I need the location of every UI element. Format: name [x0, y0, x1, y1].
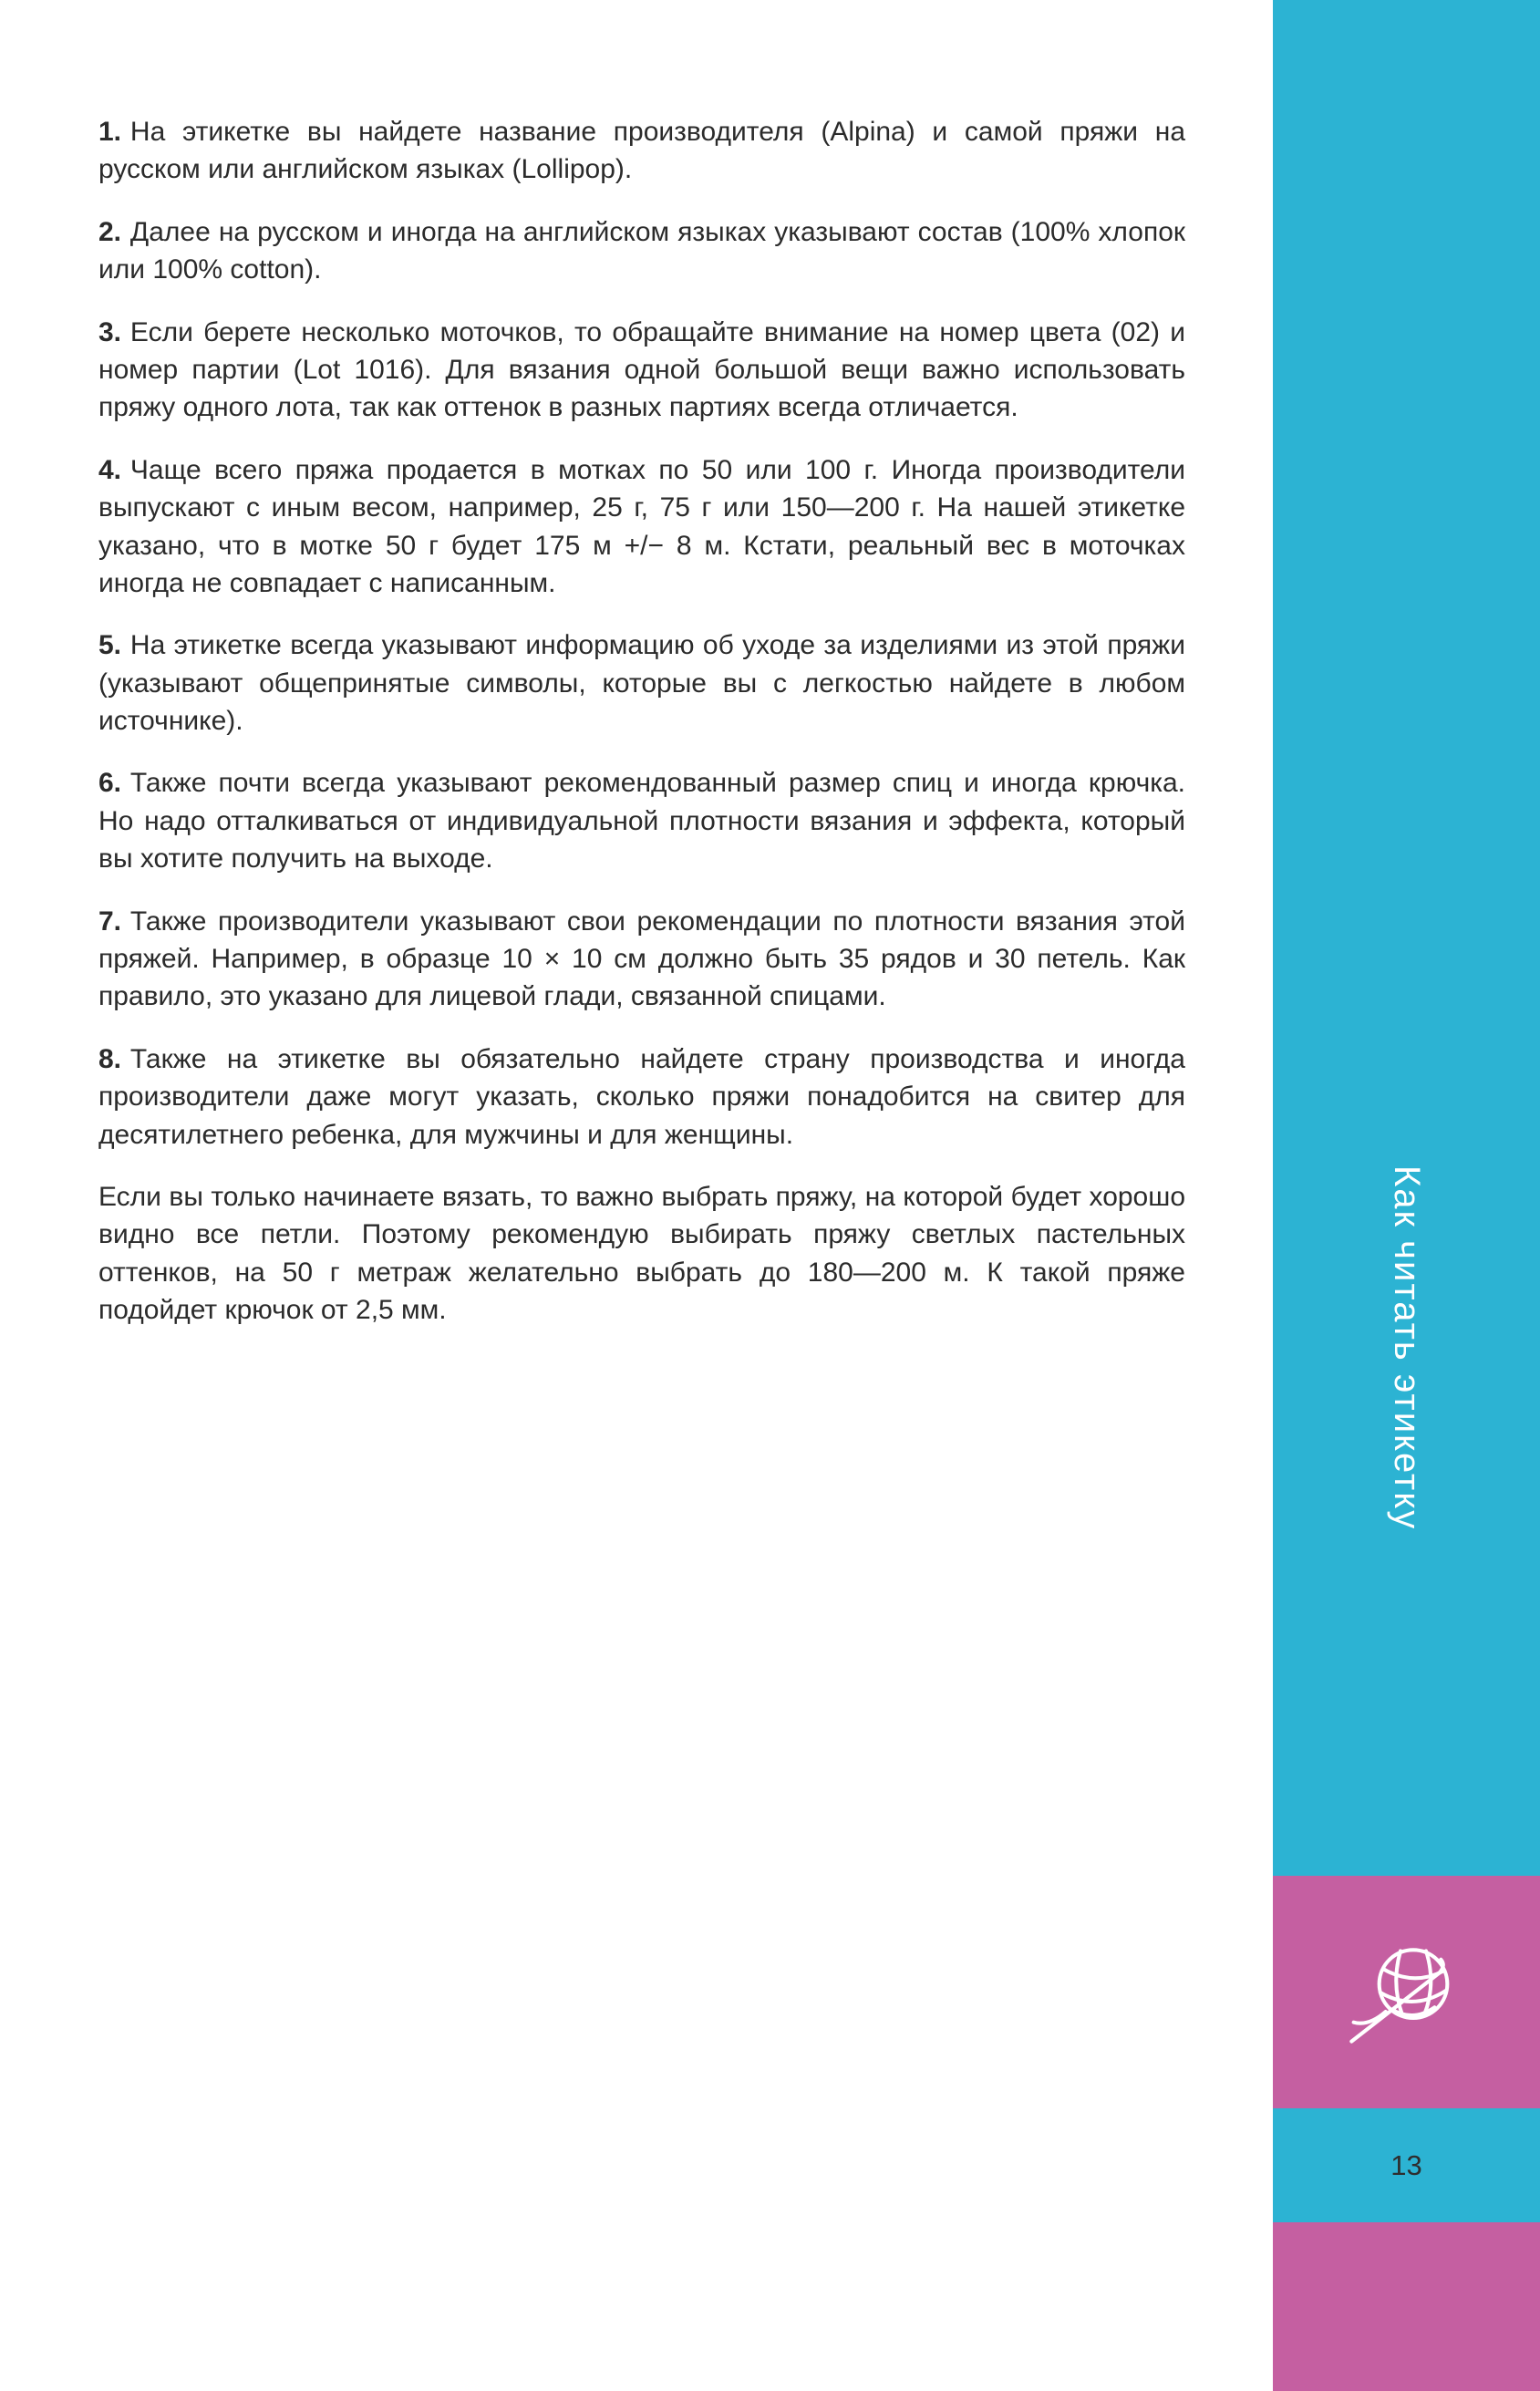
closing-paragraph: [98, 1178, 1185, 1330]
paragraph-text: Также почти всегда указывают рекомендованный размер спиц и иногда крючка. Но надо отталкиваться от индивидуальной плотности вязания и эффекта, который вы хотите получить на выходе.: [98, 768, 1185, 875]
page-number: 13: [1390, 2148, 1422, 2181]
sidebar-band-bottom: [1273, 2222, 1540, 2391]
paragraph-number: 7.: [98, 906, 122, 937]
paragraph-text: Далее на русском и иногда на английском языках указывают состав (100% хлопок или 100% cotton).: [98, 216, 1185, 285]
paragraph: [98, 764, 1185, 877]
paragraph-number: 6.: [98, 768, 122, 799]
paragraph-number: 8.: [98, 1043, 122, 1074]
paragraph-number: 3.: [98, 316, 122, 347]
paragraph-number: 5.: [98, 630, 122, 661]
sidebar-icon-band: [1273, 1876, 1540, 2108]
paragraph-number: 1.: [98, 117, 122, 147]
paragraph: [98, 314, 1185, 427]
paragraph: [98, 213, 1185, 289]
paragraph: [98, 113, 1185, 189]
paragraph: [98, 626, 1185, 740]
paragraph-text: Если берете несколько моточков, то обращайте внимание на номер цвета (02) и номер партии (Lot 1016). Для вязания одной большой вещи важно использовать пряжу одного лота, так как оттенок в разных партиях всегда отличается.: [98, 316, 1185, 423]
sidebar-band-top: [1273, 0, 1540, 1876]
paragraph-text: На этикетке всегда указывают информацию об уходе за изделиями из этой пряжи (указывают общепринятые символы, которые вы с легкостью найдете в любом источнике).: [98, 630, 1185, 737]
text-column: [98, 113, 1185, 1354]
paragraph-text: Также на этикетке вы обязательно найдете страну производства и иногда производители даже могут указать, сколько пряжи понадобится на свитер для десятилетнего ребенка, для мужчины и для женщины.: [98, 1043, 1185, 1150]
paragraph: [98, 903, 1185, 1016]
paragraph-text: Чаще всего пряжа продается в мотках по 50 или 100 г. Иногда производители выпускают с иным весом, например, 25 г, 75 г или 150—200 г. На нашей этикетке указано, что в мотке 50 г будет 175 м +/− 8 м. Кстати, реальный вес в моточках иногда не совпадает с написанным.: [98, 454, 1185, 598]
paragraph-text: Если вы только начинаете вязать, то важно выбрать пряжу, на которой будет хорошо видно все петли. Поэтому рекомендую выбирать пряжу светлых пастельных оттенков, на 50 г метраж желательно выбрать до 180—200 м. К такой пряже подойдет крючок от 2,5 мм.: [98, 1181, 1185, 1326]
page-number-band: [1273, 2108, 1540, 2222]
paragraph-number: 4.: [98, 454, 122, 485]
paragraph-text: Также производители указывают свои рекомендации по плотности вязания этой пряжей. Например, в образце 10 × 10 см должно быть 35 рядов и 30 петель. Как правило, это указано для лицевой глади, связанной спицами.: [98, 906, 1185, 1012]
paragraph: [98, 1040, 1185, 1154]
yarn-ball-icon: [1343, 1929, 1471, 2056]
paragraph-text: На этикетке вы найдете название производителя (Alpina) и самой пряжи на русском или английском языках (Lollipop).: [98, 117, 1185, 185]
sidebar: [1273, 0, 1540, 2391]
paragraph: [98, 451, 1185, 603]
paragraph-number: 2.: [98, 216, 122, 247]
chapter-title-vertical: Как читать этикетку: [1387, 1165, 1427, 1531]
